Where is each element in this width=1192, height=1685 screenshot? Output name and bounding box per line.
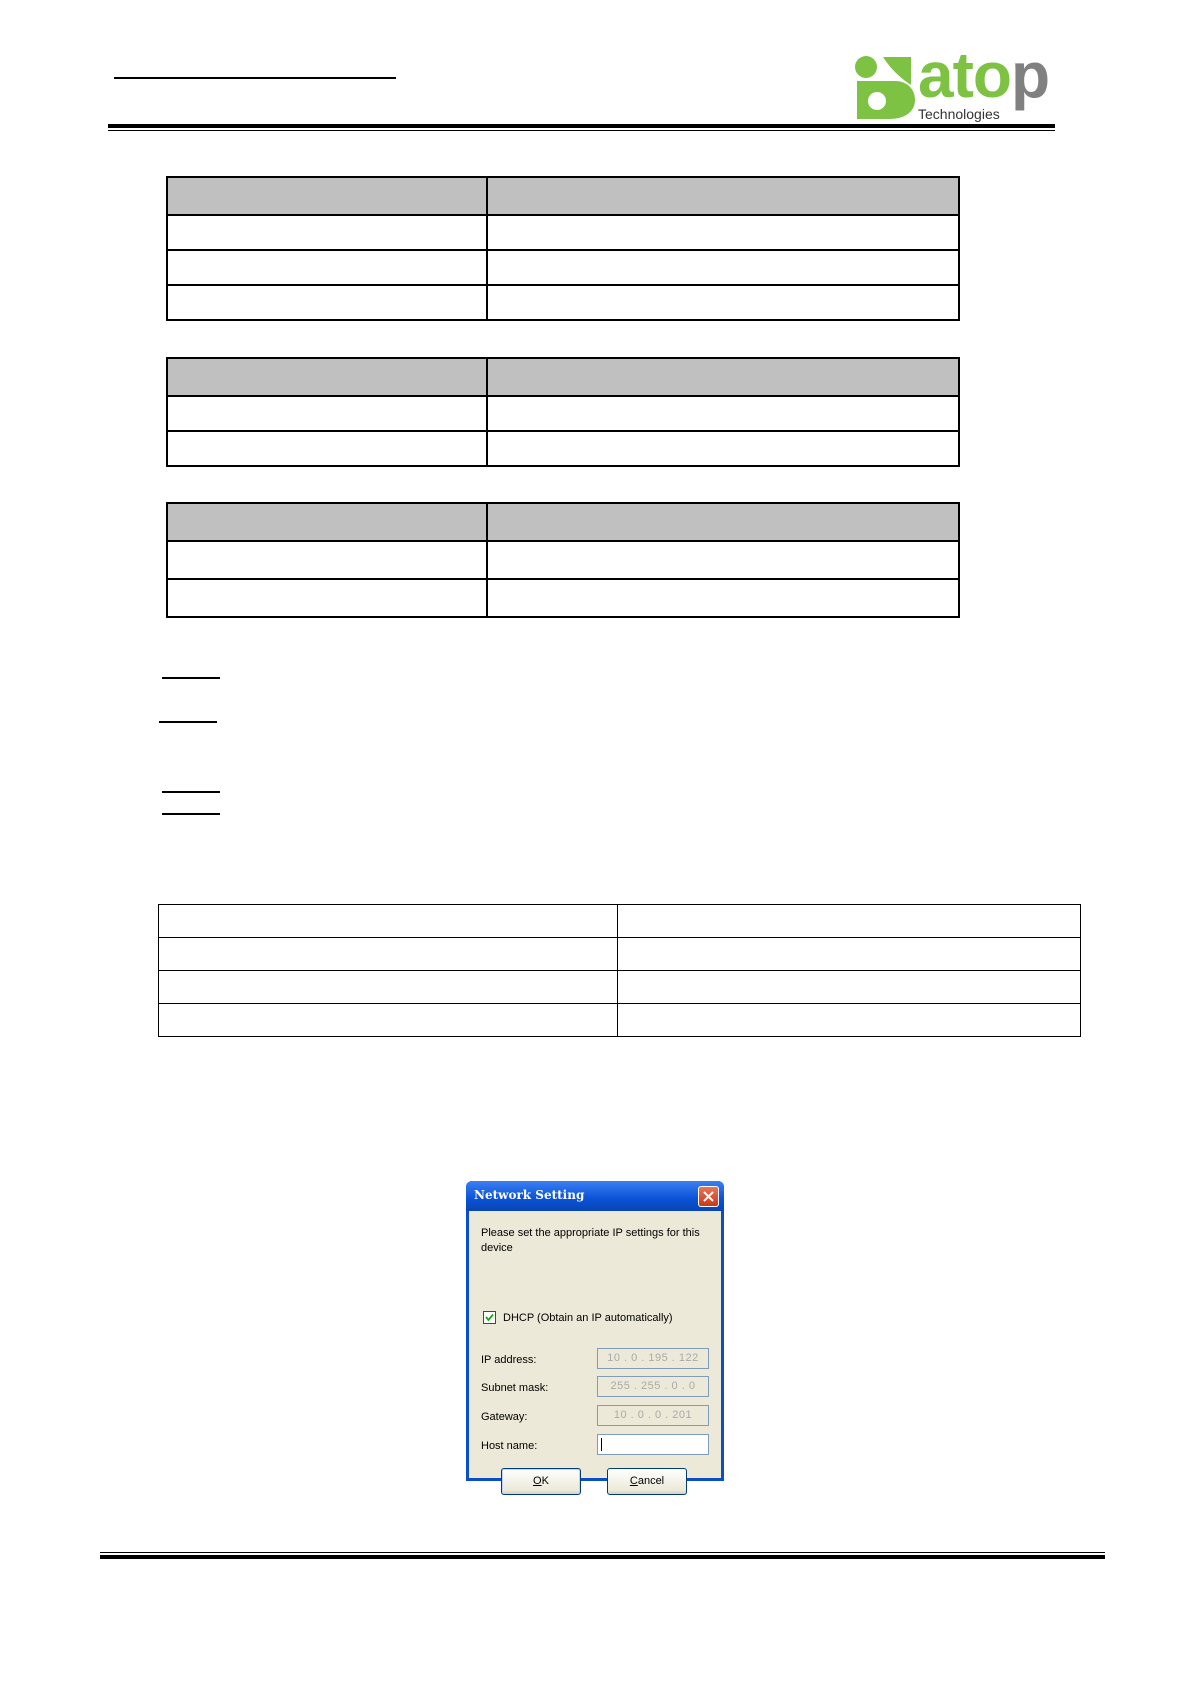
logo-mark-icon	[855, 55, 917, 119]
spec-table-3	[166, 502, 960, 618]
subnet-mask-field[interactable]: 255 . 255 . 0 . 0	[597, 1376, 709, 1397]
check-icon	[485, 1313, 494, 1322]
table-row	[167, 285, 959, 320]
header-short-rule	[114, 77, 396, 79]
ip-address-field[interactable]: 10 . 0 . 195 . 122	[597, 1348, 709, 1369]
header-rule-thin	[108, 130, 1055, 131]
plain-table	[158, 904, 1081, 1037]
subnet-mask-label: Subnet mask:	[481, 1382, 549, 1394]
host-name-input[interactable]	[597, 1434, 709, 1455]
note-mark	[162, 677, 220, 679]
dialog-title: Network Setting	[474, 1188, 585, 1202]
gateway-label: Gateway:	[481, 1411, 528, 1423]
table-header-row	[167, 358, 959, 396]
text-caret	[601, 1438, 602, 1451]
close-button[interactable]	[698, 1186, 719, 1207]
company-logo	[855, 39, 1055, 123]
gateway-field[interactable]: 10 . 0 . 0 . 201	[597, 1405, 709, 1426]
close-icon	[703, 1191, 714, 1202]
table-row	[167, 396, 959, 431]
table-row	[167, 215, 959, 250]
table-row	[167, 579, 959, 617]
ip-address-label: IP address:	[481, 1354, 537, 1366]
footer-rule-thin	[100, 1552, 1105, 1553]
host-name-label: Host name:	[481, 1440, 538, 1452]
table-row	[159, 938, 1081, 971]
logo-wordmark: atop	[918, 39, 1050, 111]
dialog-title-bar[interactable]	[466, 1181, 724, 1211]
table-row	[167, 250, 959, 285]
dialog-body	[469, 1211, 721, 1487]
table-row	[159, 1004, 1081, 1037]
table-header-row	[167, 177, 959, 215]
dhcp-checkbox[interactable]	[483, 1311, 496, 1324]
note-mark	[159, 721, 217, 723]
dialog-prompt: Please set the appropriate IP settings for this device	[481, 1227, 700, 1254]
network-setting-dialog	[466, 1181, 724, 1487]
table-row	[159, 971, 1081, 1004]
spec-table-2	[166, 357, 960, 467]
table-row	[167, 541, 959, 579]
cancel-button[interactable]: Cancel	[607, 1468, 687, 1495]
note-mark	[162, 791, 220, 793]
dhcp-label[interactable]: DHCP (Obtain an IP automatically)	[503, 1312, 673, 1324]
note-mark	[162, 813, 220, 815]
footer-rule	[100, 1555, 1105, 1559]
ok-button[interactable]: OK	[501, 1468, 581, 1495]
spec-table-1	[166, 176, 960, 321]
table-row	[167, 431, 959, 466]
header-rule	[108, 124, 1055, 128]
logo-tagline: Technologies	[918, 106, 1000, 122]
table-row	[159, 905, 1081, 938]
table-header-row	[167, 503, 959, 541]
